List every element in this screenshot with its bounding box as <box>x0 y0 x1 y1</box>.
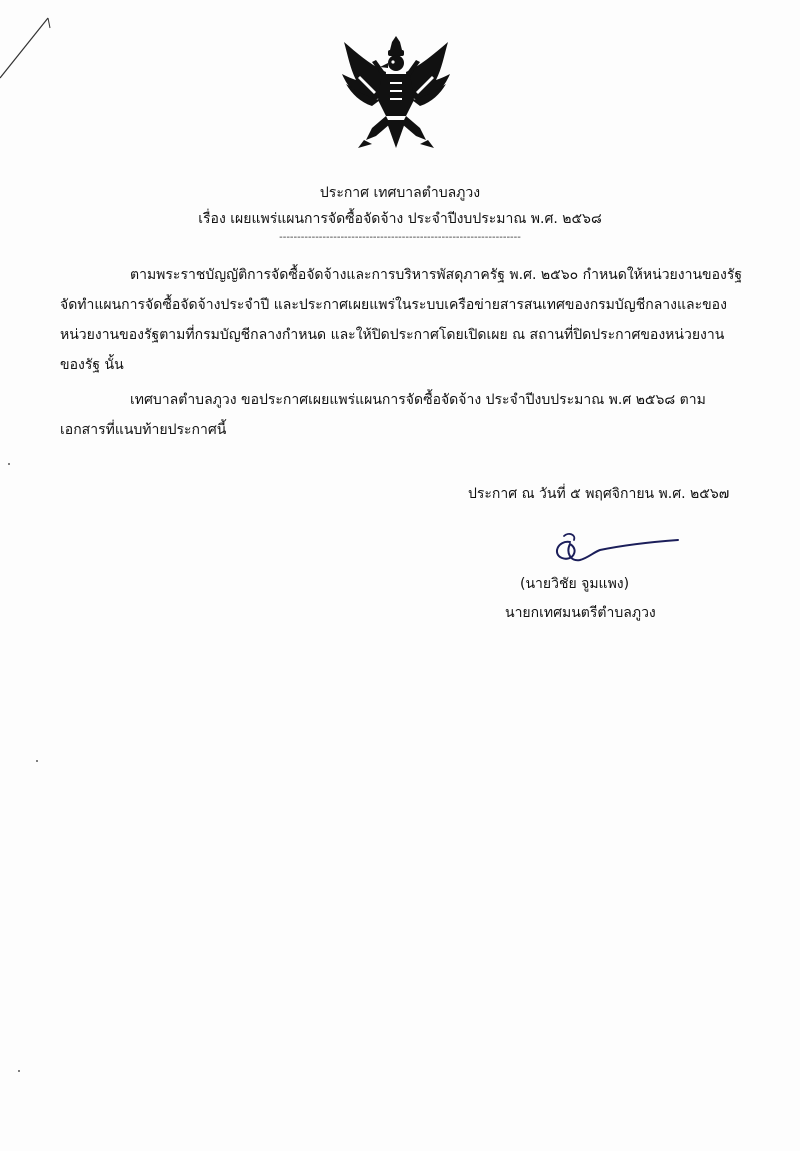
paragraph-1-line-3: หน่วยงานของรัฐตามที่กรมบัญชีกลางกำหนด และให้ปิดประกาศโดยเปิดเผย ณ สถานที่ปิดประกาศของหน่วยงาน <box>60 327 725 343</box>
announcement-subject: เรื่อง เผยแพร่แผนการจัดซื้อจัดจ้าง ประจำปีงบประมาณ พ.ศ. ๒๕๖๘ <box>198 211 602 227</box>
paragraph-1-line-1: ตามพระราชบัญญัติการจัดซื้อจัดจ้างและการบริหารพัสดุภาครัฐ พ.ศ. ๒๕๖๐ กำหนดให้หน่วยงานของรัฐ <box>130 267 743 283</box>
handwritten-signature <box>540 528 680 568</box>
announcement-title: ประกาศ เทศบาลตำบลภูวง <box>319 185 481 201</box>
scan-edge-mark <box>0 0 60 90</box>
scan-speck <box>18 1070 20 1072</box>
paragraph-1-line-4: ของรัฐ นั้น <box>60 357 124 373</box>
paragraph-1-line-2: จัดทำแผนการจัดซื้อจัดจ้างประจำปี และประกาศเผยแพร่ในระบบเครือข่ายสารสนเทศของกรมบัญชีกลางและของ <box>60 297 727 313</box>
title-divider: ------------------------------------------------------------------- <box>279 232 521 243</box>
signer-name: (นายวิชัย จูมแพง) <box>520 576 630 592</box>
signer-position: นายกเทศมนตรีตำบลภูวง <box>505 605 656 621</box>
scan-speck <box>8 463 10 465</box>
paragraph-2-line-1: เทศบาลตำบลภูวง ขอประกาศเผยแพร่แผนการจัดซื้อจัดจ้าง ประจำปีงบประมาณ พ.ศ ๒๕๖๘ ตาม <box>130 392 706 408</box>
announcement-date: ประกาศ ณ วันที่ ๕ พฤศจิกายน พ.ศ. ๒๕๖๗ <box>468 486 730 502</box>
scan-speck <box>36 760 38 762</box>
paragraph-2-line-2: เอกสารที่แนบท้ายประกาศนี้ <box>60 422 227 438</box>
garuda-emblem-icon <box>336 36 456 152</box>
